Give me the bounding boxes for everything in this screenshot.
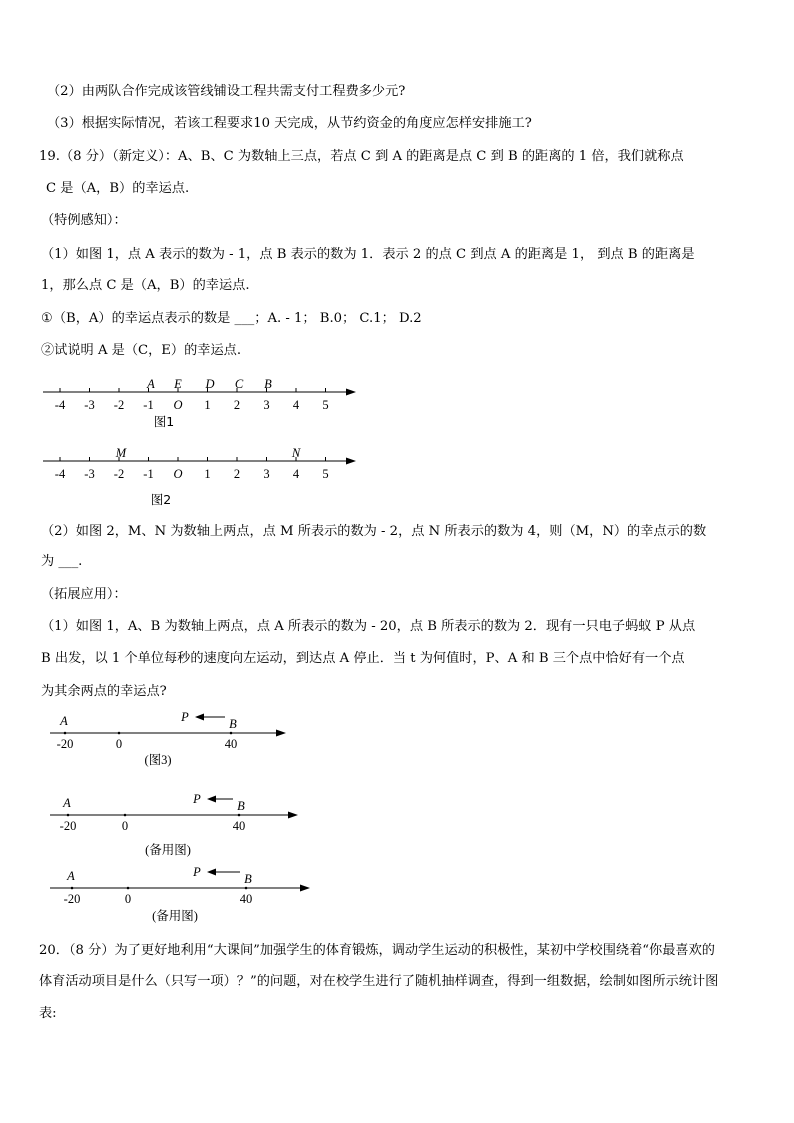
axis-dot	[238, 814, 241, 817]
tick-label: -20	[56, 737, 74, 751]
special-case-part-2: （2）如图 2，M、N 为数轴上两点，点 M 所表示的数为 - 2，点 N 所表示的数为 4，则（M，N）的幸点示的数	[41, 524, 707, 539]
number-line-backup-figure-2	[40, 862, 320, 924]
number-line-backup-figure-1	[40, 790, 310, 856]
point-a-label: A	[67, 869, 75, 883]
tick-label: 2	[233, 398, 241, 412]
tick-label: 2	[233, 467, 241, 481]
special-case-heading: （特例感知）：	[41, 213, 127, 228]
figure-caption: (备用图)	[152, 909, 198, 923]
extension-part-1: （1）如图 1，A、B 为数轴上两点，点 A 所表示的数为 - 20，点 B 所表示的数为 2．现有一只电子蚂蚁 P 从点	[41, 619, 696, 634]
tick-label: -4	[54, 467, 66, 481]
point-b-label: B	[229, 717, 237, 731]
axis-dot	[67, 814, 70, 817]
left-arrowhead-icon	[207, 869, 216, 876]
tick-label: 4	[292, 467, 300, 481]
sub-question-1: ①（B，A）的幸运点表示的数是 ___；A. - 1； B.0； C.1； D.2	[41, 311, 422, 326]
tick-label: -2	[113, 467, 125, 481]
special-case-part-1-cont: 1，那么点 C 是（A，B）的幸运点.	[41, 278, 250, 293]
axis-dot	[230, 732, 233, 735]
axis-line-arrow	[288, 812, 298, 819]
figure-caption: 图2	[150, 492, 172, 507]
point-label: A	[147, 377, 155, 391]
tick-label: -20	[59, 819, 77, 833]
point-label: E	[174, 377, 182, 391]
tick-label: 4	[292, 398, 300, 412]
point-label: N	[291, 446, 301, 460]
axis-dot	[71, 887, 74, 890]
point-label: B	[264, 377, 272, 391]
tick-label: 40	[239, 892, 253, 906]
tick-label: -1	[143, 467, 154, 481]
tick-label: 1	[204, 467, 211, 481]
axis-line-arrow	[346, 458, 356, 465]
axis-dot	[124, 814, 127, 817]
figure-caption: (备用图)	[145, 843, 191, 857]
axis-line-arrow	[300, 885, 310, 892]
tick-label: O	[173, 398, 183, 412]
question-18-part-2: （2）由两队合作完成该管线铺设工程共需支付工程费多少元?	[47, 84, 406, 99]
special-case-part-1: （1）如图 1，点 A 表示的数为 - 1，点 B 表示的数为 1．表示 2 的点 C 到点 A 的距离是 1， 到点 B 的距离是	[41, 247, 695, 262]
axis-dot	[118, 732, 121, 735]
tick-label: O	[173, 467, 183, 481]
axis-line-arrow	[346, 389, 356, 396]
tick-label: 5	[322, 467, 329, 481]
question-19-intro: 19.（8 分）（新定义）：A、B、C 为数轴上三点，若点 C 到 A 的距离是点 C 到 B 的距离的 1 倍，我们就称点	[39, 149, 684, 164]
tick-label: 5	[322, 398, 329, 412]
point-b-label: B	[244, 872, 252, 886]
tick-label: 0	[115, 737, 123, 751]
tick-label: 0	[124, 892, 132, 906]
tick-label: -3	[84, 398, 95, 412]
tick-label: 0	[121, 819, 129, 833]
point-b-label: B	[237, 799, 245, 813]
tick-label: -20	[63, 892, 81, 906]
figure-caption: (图3)	[144, 753, 172, 767]
tick-label: -4	[54, 398, 66, 412]
point-p-label: P	[193, 865, 201, 879]
number-line-figure-1	[38, 368, 368, 430]
point-label: D	[205, 377, 215, 391]
axis-line-arrow	[276, 730, 286, 737]
left-arrowhead-icon	[207, 796, 216, 803]
point-a-label: A	[63, 796, 71, 810]
extension-part-1-cont: B 出发，以 1 个单位每秒的速度向左运动，到达点 A 停止．当 t 为何值时，P、A 和 B 三个点中恰好有一个点	[41, 651, 685, 666]
point-a-label: A	[60, 714, 68, 728]
tick-label: 40	[232, 819, 246, 833]
tick-label: 3	[263, 398, 270, 412]
point-p-label: P	[181, 710, 189, 724]
tick-label: -2	[113, 398, 125, 412]
left-arrowhead-icon	[195, 714, 204, 721]
question-20-intro-end: 表:	[39, 1006, 57, 1021]
question-20-intro: 20．（8 分）为了更好地利用“大课间”加强学生的体育锻炼，调动学生运动的积极性，某初中学校围绕着“你最喜欢的	[39, 943, 715, 958]
tick-label: 1	[204, 398, 211, 412]
question-19-intro-cont: C 是（A，B）的幸运点.	[46, 181, 190, 196]
axis-dot	[127, 887, 130, 890]
special-case-part-2-cont: 为 ___.	[41, 554, 83, 569]
number-line-figure-3	[40, 708, 300, 770]
point-label: C	[234, 377, 244, 391]
tick-label: -3	[84, 467, 95, 481]
tick-label: 40	[224, 737, 238, 751]
question-20-intro-cont: 体育活动项目是什么（只写一项）？”的问题，对在校学生进行了随机抽样调查，得到一组数据，绘制如图所示统计图	[39, 974, 719, 989]
axis-dot	[245, 887, 248, 890]
question-18-part-3: （3）根据实际情况，若该工程要求10 天完成，从节约资金的角度应怎样安排施工?	[47, 116, 532, 131]
sub-question-2: ②试说明 A 是（C，E）的幸运点.	[41, 343, 242, 358]
figure-caption: 图1	[153, 414, 175, 429]
point-p-label: P	[193, 792, 201, 806]
extension-heading: （拓展应用）：	[41, 587, 127, 602]
extension-part-1-end: 为其余两点的幸运点?	[41, 684, 167, 699]
number-line-figure-2	[38, 440, 368, 506]
axis-dot	[64, 732, 67, 735]
tick-label: 3	[263, 467, 270, 481]
point-label: M	[115, 446, 127, 460]
tick-label: -1	[143, 398, 154, 412]
